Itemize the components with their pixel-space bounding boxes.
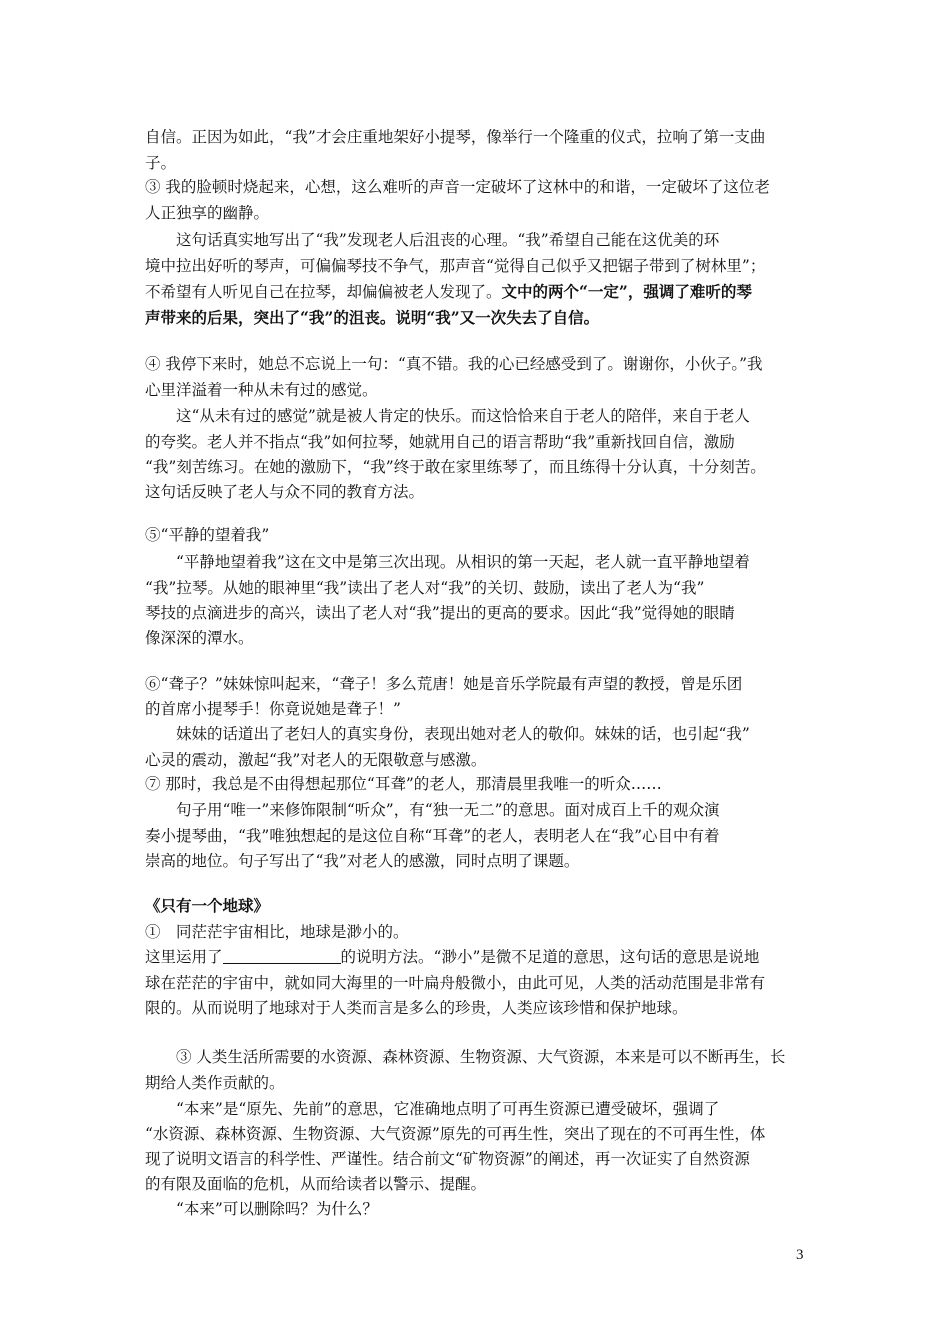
text-line: 妹妹的话道出了老妇人的真实身份，表现出她对老人的敬仰。妹妹的话，也引起“我” [145, 725, 750, 743]
text-line: ④ 我停下来时，她总不忘说上一句：“真不错。我的心已经感受到了。谢谢你，小伙子。”我 [145, 355, 763, 373]
text-line: 琴技的点滴进步的高兴，读出了老人对“我”提出的更高的要求。因此“我”觉得她的眼睛 [145, 604, 735, 622]
text-line: 的首席小提琴手！你竟说她是聋子！” [145, 700, 401, 718]
text-line: ⑤“平静的望着我” [145, 526, 270, 544]
text-line: 的夸奖。老人并不指点“我”如何拉琴，她就用自己的语言帮助“我”重新找回自信，激励 [145, 433, 735, 451]
text-line: 这“从未有过的感觉”就是被人肯定的快乐。而这恰恰来自于老人的陪伴，来自于老人 [145, 407, 750, 425]
fill-in-blank [223, 947, 341, 964]
page-number: 3 [796, 1247, 804, 1263]
text-line: 自信。正因为如此，“我”才会庄重地架好小提琴，像举行一个隆重的仪式，拉响了第一支曲 [145, 128, 766, 146]
text-line: ① 同茫茫宇宙相比，地球是渺小的。 [145, 923, 409, 941]
emphasis-line: 声带来的后果，突出了“我”的沮丧。说明“我”又一次失去了自信。 [145, 308, 600, 327]
text-line: “平静地望着我”这在文中是第三次出现。从相识的第一天起，老人就一直平静地望着 [145, 553, 750, 571]
text-line: “水资源、森林资源、生物资源、大气资源”原先的可再生性，突出了现在的不可再生性，体 [145, 1125, 766, 1143]
emphasis-text: 文中的两个“一定”，强调了难听的琴 [501, 282, 752, 301]
text-line: 人正独享的幽静。 [145, 204, 270, 222]
text-line: 心灵的震动，激起“我”对老人的无限敬意与感激。 [145, 751, 487, 769]
section-title: 《只有一个地球》 [145, 896, 270, 915]
text-line: 限的。从而说明了地球对于人类而言是多么的珍贵，人类应该珍惜和保护地球。 [145, 999, 688, 1017]
text-line: ③ 我的脸顿时烧起来，心想，这么难听的声音一定破坏了这林中的和谐，一定破坏了这位老 [145, 178, 770, 196]
text-line: “我”拉琴。从她的眼神里“我”读出了老人对“我”的关切、鼓励，读出了老人为“我” [145, 579, 705, 597]
text-line [145, 946, 759, 968]
text-span: 的说明方法。“渺小”是微不足道的意思，这句话的意思是说地 [340, 948, 760, 966]
text-line: 的有限及面临的危机，从而给读者以警示、提醒。 [145, 1175, 487, 1193]
text-line: ⑦ 那时，我总是不由得想起那位“耳聋”的老人，那清晨里我唯一的听众…… [145, 775, 662, 793]
text-line: 现了说明文语言的科学性、严谨性。结合前文“矿物资源”的阐述，再一次证实了自然资源 [145, 1150, 750, 1168]
text-span: 不希望有人听见自己在拉琴，却偏偏被老人发现了。 [145, 283, 502, 301]
text-line: 境中拉出好听的琴声，可偏偏琴技不争气，那声音“觉得自己似乎又把锯子带到了树林里”； [145, 257, 766, 275]
text-line: 这句话真实地写出了“我”发现老人后沮丧的心理。“我”希望自己能在这优美的环 [145, 231, 720, 249]
text-line: ⑥“聋子？”妹妹惊叫起来，“聋子！多么荒唐！她是音乐学院最有声望的教授，曾是乐团 [145, 675, 743, 693]
text-line: ③ 人类生活所需要的水资源、森林资源、生物资源、大气资源，本来是可以不断再生，长 [145, 1048, 786, 1066]
text-line: 子。 [145, 154, 177, 172]
text-line [145, 281, 752, 303]
text-line: “我”刻苦练习。在她的激励下，“我”终于敢在家里练琴了，而且练得十分认真，十分刻苦。 [145, 458, 766, 476]
text-span: 这里运用了 [145, 948, 223, 966]
text-line: “本来”是“原先、先前”的意思，它准确地点明了可再生资源已遭受破坏，强调了 [145, 1100, 720, 1118]
text-line: 期给人类作贡献的。 [145, 1074, 285, 1092]
text-line: 像深深的潭水。 [145, 629, 254, 647]
text-line: 球在茫茫的宇宙中，就如同大海里的一叶扁舟般微小，由此可见，人类的活动范围是非常有 [145, 974, 766, 992]
text-line: “本来”可以删除吗？为什么？ [145, 1200, 378, 1218]
text-line: 崇高的地位。句子写出了“我”对老人的感激，同时点明了课题。 [145, 852, 580, 870]
text-line: 这句话反映了老人与众不同的教育方法。 [145, 483, 425, 501]
text-line: 奏小提琴曲，“我”唯独想起的是这位自称“耳聋”的老人，表明老人在“我”心目中有着 [145, 827, 720, 845]
text-line: 心里洋溢着一种从未有过的感觉。 [145, 381, 378, 399]
text-line: 句子用“唯一”来修饰限制“听众”，有“独一无二”的意思。面对成百上千的观众演 [145, 801, 720, 819]
